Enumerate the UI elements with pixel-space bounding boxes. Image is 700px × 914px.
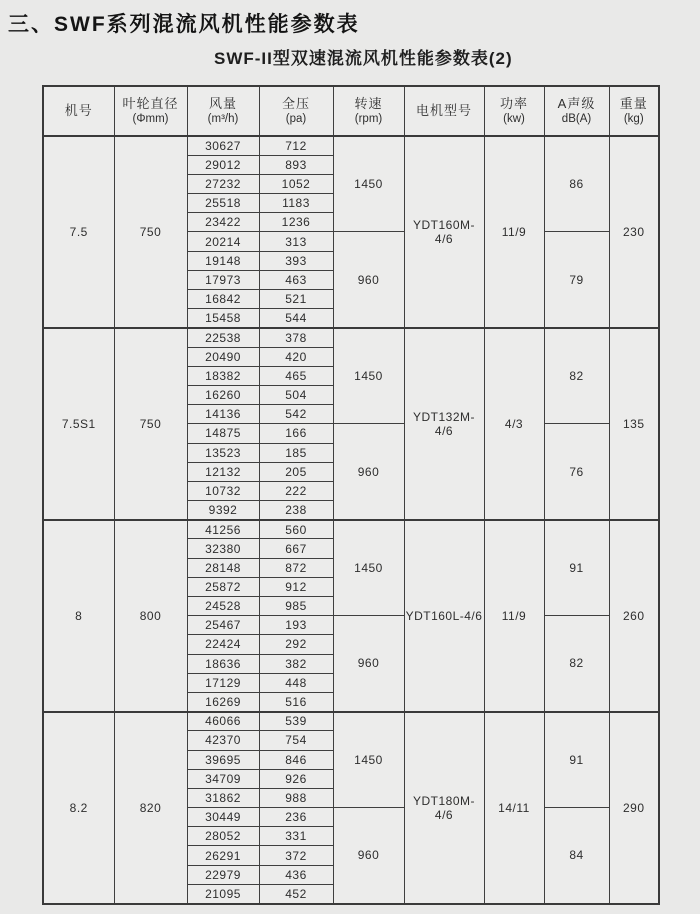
cell-pressure: 463 [259,270,333,289]
cell-pressure: 436 [259,865,333,884]
cell-airflow: 15458 [187,309,259,328]
cell-pressure: 521 [259,290,333,309]
page-title: 三、SWF系列混流风机性能参数表 [8,13,360,36]
cell-pressure: 988 [259,788,333,807]
cell-power: 14/11 [484,712,544,904]
cell-pressure: 912 [259,577,333,596]
cell-pressure: 372 [259,846,333,865]
cell-model: 7.5 [43,136,114,328]
cell-power: 4/3 [484,328,544,520]
cell-pressure: 166 [259,424,333,443]
column-header-line: (kw) [503,113,525,125]
table-row [43,136,659,155]
cell-airflow: 13523 [187,443,259,462]
cell-airflow: 30449 [187,808,259,827]
column-header-line: (Φmm) [132,113,169,125]
cell-noise-level: 86 [544,136,609,232]
cell-airflow: 28052 [187,827,259,846]
cell-model: 8 [43,520,114,712]
column-header-line: (pa) [285,113,307,125]
cell-airflow: 25518 [187,194,259,213]
cell-weight: 290 [609,712,659,904]
cell-pressure: 420 [259,347,333,366]
cell-airflow: 12132 [187,462,259,481]
cell-noise-level: 82 [544,616,609,712]
table-row [43,328,659,347]
cell-motor-model: YDT160M-4/6 [404,136,484,328]
cell-pressure: 504 [259,385,333,404]
cell-speed: 960 [333,424,404,520]
column-header-line: 功率 [499,96,528,111]
cell-airflow: 26291 [187,846,259,865]
cell-pressure: 465 [259,366,333,385]
cell-airflow: 29012 [187,155,259,174]
cell-airflow: 28148 [187,558,259,577]
cell-pressure: 222 [259,481,333,500]
cell-speed: 1450 [333,328,404,424]
column-header [404,86,484,136]
cell-speed: 1450 [333,520,404,616]
cell-airflow: 22538 [187,328,259,347]
cell-noise-level: 79 [544,232,609,328]
cell-airflow: 41256 [187,520,259,539]
cell-pressure: 205 [259,462,333,481]
cell-model: 7.5S1 [43,328,114,520]
cell-pressure: 712 [259,136,333,155]
cell-airflow: 9392 [187,501,259,520]
cell-airflow: 23422 [187,213,259,232]
cell-pressure: 544 [259,309,333,328]
cell-airflow: 27232 [187,174,259,193]
cell-noise-level: 84 [544,808,609,904]
cell-airflow: 31862 [187,788,259,807]
cell-pressure: 754 [259,731,333,750]
header-row [43,86,659,136]
cell-pressure: 238 [259,501,333,520]
cell-pressure: 313 [259,232,333,251]
cell-power: 11/9 [484,520,544,712]
column-header-line: 重量 [619,96,648,111]
cell-airflow: 22979 [187,865,259,884]
column-header [609,86,659,136]
column-header-line: (m³/h) [207,113,239,125]
cell-pressure: 1183 [259,194,333,213]
cell-pressure: 846 [259,750,333,769]
column-header [484,86,544,136]
cell-power: 11/9 [484,136,544,328]
cell-pressure: 292 [259,635,333,654]
spec-table [42,85,660,905]
cell-airflow: 19148 [187,251,259,270]
cell-pressure: 1052 [259,174,333,193]
table-title: SWF-II型双速混流风机性能参数表(2) [214,49,513,68]
column-header [43,86,114,136]
column-header-line: 全压 [281,96,310,111]
cell-noise-level: 91 [544,712,609,808]
cell-airflow: 18382 [187,366,259,385]
column-header-line: 电机型号 [415,103,472,118]
table-row [43,520,659,539]
cell-pressure: 331 [259,827,333,846]
cell-pressure: 452 [259,884,333,903]
cell-speed: 960 [333,232,404,328]
cell-pressure: 560 [259,520,333,539]
cell-impeller-diameter: 820 [114,712,187,904]
cell-pressure: 185 [259,443,333,462]
column-header [187,86,259,136]
cell-airflow: 16269 [187,692,259,711]
cell-weight: 135 [609,328,659,520]
cell-pressure: 448 [259,673,333,692]
cell-motor-model: YDT132M-4/6 [404,328,484,520]
column-header-line: 机号 [64,103,93,118]
cell-pressure: 1236 [259,213,333,232]
column-header [114,86,187,136]
cell-pressure: 872 [259,558,333,577]
cell-impeller-diameter: 750 [114,328,187,520]
cell-airflow: 34709 [187,769,259,788]
cell-pressure: 893 [259,155,333,174]
cell-motor-model: YDT160L-4/6 [404,520,484,712]
cell-noise-level: 91 [544,520,609,616]
cell-airflow: 42370 [187,731,259,750]
column-header-line: 风量 [208,96,237,111]
column-header-line: A声级 [557,96,596,111]
column-header-line: 叶轮直径 [122,96,179,111]
cell-impeller-diameter: 800 [114,520,187,712]
table-row [43,712,659,731]
cell-airflow: 14136 [187,405,259,424]
cell-noise-level: 82 [544,328,609,424]
column-header [544,86,609,136]
cell-pressure: 542 [259,405,333,424]
cell-speed: 1450 [333,136,404,232]
cell-airflow: 17973 [187,270,259,289]
cell-pressure: 393 [259,251,333,270]
cell-airflow: 20490 [187,347,259,366]
cell-airflow: 20214 [187,232,259,251]
cell-airflow: 25872 [187,577,259,596]
cell-airflow: 32380 [187,539,259,558]
cell-airflow: 46066 [187,712,259,731]
cell-airflow: 21095 [187,884,259,903]
column-header-line: dB(A) [561,113,592,125]
cell-pressure: 378 [259,328,333,347]
cell-speed: 960 [333,616,404,712]
cell-pressure: 236 [259,808,333,827]
cell-airflow: 16260 [187,385,259,404]
column-header-line: (kg) [623,113,644,125]
cell-pressure: 516 [259,692,333,711]
cell-airflow: 39695 [187,750,259,769]
column-header [259,86,333,136]
cell-weight: 230 [609,136,659,328]
cell-airflow: 22424 [187,635,259,654]
cell-airflow: 16842 [187,290,259,309]
cell-pressure: 539 [259,712,333,731]
cell-airflow: 24528 [187,597,259,616]
cell-model: 8.2 [43,712,114,904]
cell-airflow: 18636 [187,654,259,673]
cell-airflow: 25467 [187,616,259,635]
cell-speed: 1450 [333,712,404,808]
cell-speed: 960 [333,808,404,904]
cell-airflow: 17129 [187,673,259,692]
cell-airflow: 14875 [187,424,259,443]
column-header-line: (rpm) [354,113,383,125]
cell-pressure: 667 [259,539,333,558]
cell-impeller-diameter: 750 [114,136,187,328]
cell-airflow: 10732 [187,481,259,500]
cell-pressure: 926 [259,769,333,788]
column-header [333,86,404,136]
cell-noise-level: 76 [544,424,609,520]
cell-airflow: 30627 [187,136,259,155]
cell-pressure: 382 [259,654,333,673]
cell-weight: 260 [609,520,659,712]
column-header-line: 转速 [354,96,383,111]
cell-motor-model: YDT180M-4/6 [404,712,484,904]
cell-pressure: 985 [259,597,333,616]
cell-pressure: 193 [259,616,333,635]
